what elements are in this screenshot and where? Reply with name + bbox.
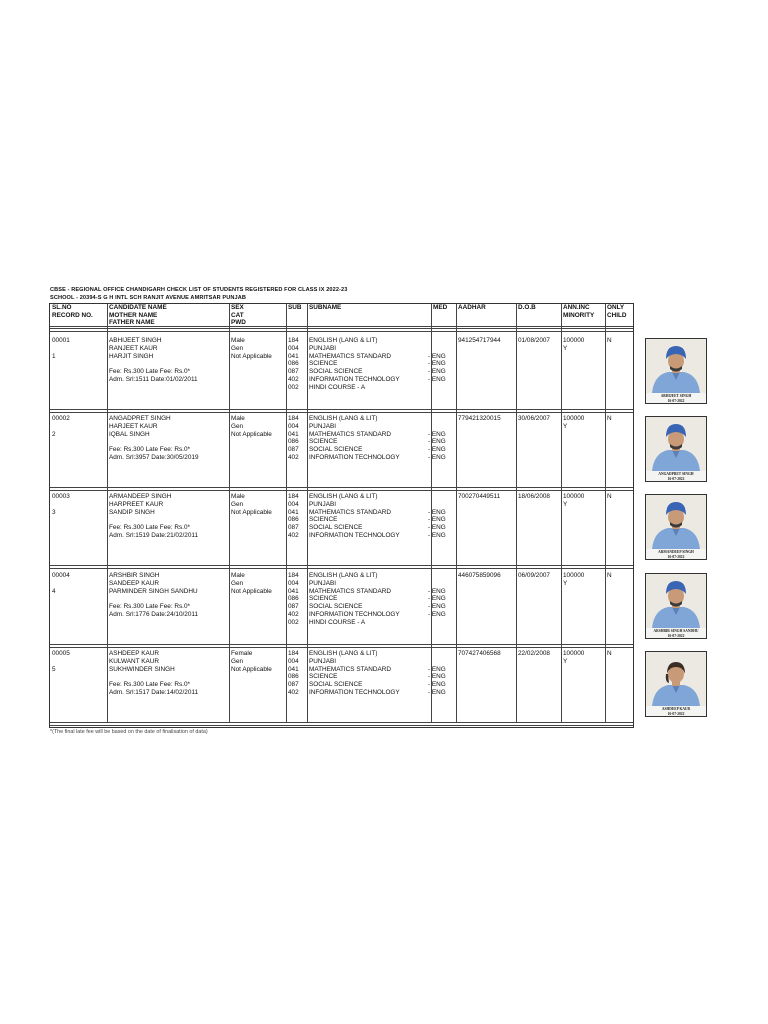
pwd: Not Applicable (231, 430, 272, 438)
subject-name: MATHEMATICS STANDARD (309, 587, 392, 595)
fee-info: Fee: Rs.300 Late Fee: Rs.0* (109, 368, 190, 376)
column-header-only: ONLY (607, 304, 625, 311)
mother-name: SANDEEP KAUR (109, 579, 159, 587)
photo-caption: 16-07-2022 (667, 398, 685, 403)
record-no: 1 (52, 352, 56, 360)
student-photo (645, 651, 707, 717)
pwd: Not Applicable (231, 508, 272, 516)
subject-code: 086 (288, 360, 299, 368)
column-rule (516, 304, 517, 722)
sex: Male (231, 415, 245, 422)
subject-name: PUNJABI (309, 657, 336, 665)
subject-code: 087 (288, 603, 299, 611)
subject-code: 004 (288, 657, 299, 665)
subject-name: ENGLISH (LANG & LIT) (309, 493, 378, 500)
row-rule (50, 409, 633, 410)
subject-code: 087 (288, 446, 299, 454)
row-rule (50, 722, 633, 723)
column-header-slno: SL.NO (52, 304, 72, 311)
only-child: N (607, 415, 612, 422)
row-rule (50, 490, 633, 491)
row-rule (50, 565, 633, 566)
only-child: N (607, 493, 612, 500)
row-rule (50, 328, 633, 329)
dob: 30/06/2007 (518, 415, 550, 422)
category: Gen (231, 579, 244, 587)
sex: Male (231, 493, 245, 500)
medium: - ENG (428, 681, 446, 689)
subject-code: 184 (288, 572, 299, 579)
subject-name: INFORMATION TECHNOLOGY (309, 454, 400, 461)
medium: - ENG (428, 673, 446, 681)
column-rule (561, 304, 562, 722)
subject-name: INFORMATION TECHNOLOGY (309, 611, 400, 618)
medium: - ENG (428, 454, 446, 461)
subject-name: INFORMATION TECHNOLOGY (309, 532, 400, 539)
subject-name: SOCIAL SCIENCE (309, 368, 363, 376)
subject-code: 004 (288, 344, 299, 352)
row-rule (50, 487, 633, 488)
father-name: HARJIT SINGH (109, 352, 154, 360)
fee-info: Fee: Rs.300 Late Fee: Rs.0* (109, 524, 190, 532)
row-rule (50, 331, 633, 332)
subject-code: 004 (288, 422, 299, 430)
minority: Y (563, 657, 568, 665)
medium: - ENG (428, 524, 446, 532)
dob: 01/08/2007 (518, 337, 550, 344)
medium: - ENG (428, 376, 446, 383)
medium: - ENG (428, 446, 446, 454)
subject-code: 087 (288, 681, 299, 689)
registration-table (49, 303, 699, 728)
subject-name: PUNJABI (309, 500, 336, 508)
slno: 00005 (52, 650, 70, 657)
photo-caption: 16-07-2022 (667, 711, 685, 716)
photo-caption: ASHDEEP KAUR (661, 707, 691, 711)
annual-income: 100000 (563, 572, 585, 579)
row-rule (50, 412, 633, 413)
medium: - ENG (428, 603, 446, 611)
pwd: Not Applicable (231, 587, 272, 595)
admission-info: Adm. Srl:1517 Date:14/02/2011 (109, 689, 199, 696)
category: Gen (231, 422, 244, 430)
subject-name: HINDI COURSE - A (309, 383, 366, 391)
subject-name: SOCIAL SCIENCE (309, 603, 363, 611)
subject-code: 402 (288, 532, 299, 539)
sex: Female (231, 650, 253, 657)
medium: - ENG (428, 689, 446, 696)
admission-info: Adm. Srl:1511 Date:01/02/2011 (109, 376, 198, 383)
medium: - ENG (428, 508, 446, 516)
medium: - ENG (428, 438, 446, 446)
record-no: 2 (52, 430, 56, 438)
subject-code: 087 (288, 524, 299, 532)
medium: - ENG (428, 595, 446, 603)
subject-name: HINDI COURSE - A (309, 618, 366, 626)
subject-name: SCIENCE (309, 673, 338, 681)
medium: - ENG (428, 587, 446, 595)
row-rule (50, 568, 633, 569)
mother-name: HARJEET KAUR (109, 422, 158, 430)
father-name: SANDIP SINGH (109, 508, 155, 516)
minority: Y (563, 344, 568, 352)
annual-income: 100000 (563, 415, 585, 422)
subject-code: 086 (288, 438, 299, 446)
annual-income: 100000 (563, 493, 585, 500)
aadhar: 446075859096 (458, 572, 501, 579)
candidate-name: ABHIJEET SINGH (109, 337, 162, 344)
subject-name: MATHEMATICS STANDARD (309, 430, 392, 438)
subject-name: SOCIAL SCIENCE (309, 446, 363, 454)
only-child: N (607, 337, 612, 344)
subject-code: 041 (288, 665, 299, 673)
record-no: 4 (52, 587, 56, 595)
minority: Y (563, 500, 568, 508)
mother-name: RANJEET KAUR (109, 344, 158, 352)
aadhar: 779421320015 (458, 415, 501, 422)
pwd: Not Applicable (231, 352, 272, 360)
photo-caption: 16-07-2022 (667, 633, 685, 638)
annual-income: 100000 (563, 650, 585, 657)
father-name: PARMINDER SINGH SANDHU (109, 587, 198, 595)
father-name: IQBAL SINGH (109, 430, 150, 438)
student-photo (645, 338, 707, 404)
column-rule (286, 304, 287, 722)
subject-code: 086 (288, 595, 299, 603)
student-photo (645, 416, 707, 482)
fee-info: Fee: Rs.300 Late Fee: Rs.0* (109, 681, 190, 689)
portrait-image (646, 339, 706, 393)
column-header-subname: SUBNAME (309, 304, 342, 311)
aadhar: 707427406568 (458, 650, 501, 657)
slno: 00002 (52, 415, 70, 422)
column-header-candidate: MOTHER NAME (109, 311, 158, 319)
medium: - ENG (428, 368, 446, 376)
slno: 00004 (52, 572, 70, 579)
photo-caption: 16-07-2022 (667, 554, 685, 559)
medium: - ENG (428, 532, 446, 539)
admission-info: Adm. Srl:3957 Date:30/05/2019 (109, 454, 199, 461)
column-header-sub: SUB (288, 304, 302, 311)
subject-name: ENGLISH (LANG & LIT) (309, 337, 378, 344)
subject-code: 002 (288, 618, 299, 626)
subject-name: MATHEMATICS STANDARD (309, 508, 392, 516)
photo-caption: 16-07-2022 (667, 476, 685, 481)
subject-code: 041 (288, 587, 299, 595)
subject-name: SCIENCE (309, 595, 338, 603)
only-child: N (607, 650, 612, 657)
header-school: SCHOOL - 20394-S G H INTL SCH RANJIT AVENUE AMRITSAR PUNJAB (50, 295, 247, 301)
photo-caption: ABHIJEET SINGH (660, 394, 692, 398)
column-header-ann: ANN.INC (563, 304, 590, 311)
header-title: CBSE - REGIONAL OFFICE CHANDIGARH CHECK LIST OF STUDENTS REGISTERED FOR CLASS IX 2022-23 (50, 287, 348, 293)
subject-name: ENGLISH (LANG & LIT) (309, 415, 378, 422)
photo-caption: ARSHBIR SINGH SANDHU (653, 629, 699, 633)
dob: 18/06/2008 (518, 493, 550, 500)
medium: - ENG (428, 430, 446, 438)
mother-name: KULWANT KAUR (109, 657, 159, 665)
photo-caption: ANGADPRET SINGH (658, 472, 694, 476)
subject-name: INFORMATION TECHNOLOGY (309, 376, 400, 383)
column-header-slno: RECORD NO. (52, 311, 93, 319)
subject-name: SCIENCE (309, 360, 338, 368)
subject-code: 004 (288, 500, 299, 508)
fee-info: Fee: Rs.300 Late Fee: Rs.0* (109, 603, 190, 611)
subject-code: 087 (288, 368, 299, 376)
column-header-med: MED (433, 304, 448, 311)
mother-name: HARPREET KAUR (109, 500, 164, 508)
subject-code: 041 (288, 508, 299, 516)
portrait-image (646, 574, 706, 628)
dob: 22/02/2008 (518, 650, 550, 657)
candidate-name: ASHDEEP KAUR (109, 650, 159, 657)
subject-code: 184 (288, 337, 299, 344)
column-header-dob: D.O.B (518, 304, 536, 311)
subject-name: PUNJABI (309, 422, 336, 430)
column-rule (229, 304, 230, 722)
admission-info: Adm. Srl:1519 Date:21/02/2011 (109, 532, 199, 539)
subject-code: 184 (288, 650, 299, 657)
column-header-sex: PWD (231, 319, 246, 326)
subject-name: SOCIAL SCIENCE (309, 681, 363, 689)
column-header-aadhar: AADHAR (458, 304, 486, 311)
candidate-name: ARMANDEEP SINGH (109, 493, 172, 500)
category: Gen (231, 500, 244, 508)
subject-name: INFORMATION TECHNOLOGY (309, 689, 400, 696)
pwd: Not Applicable (231, 665, 272, 673)
aadhar: 700270449511 (458, 493, 501, 500)
admission-info: Adm. Srl:1776 Date:24/10/2011 (109, 611, 199, 618)
subject-name: PUNJABI (309, 579, 336, 587)
column-rule (605, 304, 606, 722)
subject-name: ENGLISH (LANG & LIT) (309, 650, 378, 657)
row-rule (50, 644, 633, 645)
student-photo (645, 494, 707, 560)
slno: 00003 (52, 493, 70, 500)
column-header-sex: SEX (231, 304, 244, 311)
subject-code: 402 (288, 689, 299, 696)
candidate-name: ARSHBIR SINGH (109, 572, 160, 579)
medium: - ENG (428, 611, 446, 618)
photo-caption: ARMANDEEP SINGH (658, 550, 694, 554)
annual-income: 100000 (563, 337, 585, 344)
portrait-image (646, 417, 706, 471)
portrait-image (646, 652, 706, 706)
column-header-sex: CAT (231, 311, 244, 319)
footnote: *(The final late fee will be based on the date of finalisation of data) (50, 729, 208, 735)
minority: Y (563, 579, 568, 587)
portrait-image (646, 495, 706, 549)
sex: Male (231, 337, 245, 344)
minority: Y (563, 422, 568, 430)
category: Gen (231, 657, 244, 665)
subject-code: 002 (288, 383, 299, 391)
subject-code: 041 (288, 430, 299, 438)
category: Gen (231, 344, 244, 352)
column-rule (107, 304, 108, 722)
fee-info: Fee: Rs.300 Late Fee: Rs.0* (109, 446, 190, 454)
row-rule (50, 725, 633, 726)
column-header-candidate: CANDIDATE NAME (109, 304, 167, 311)
subject-code: 184 (288, 493, 299, 500)
subject-code: 402 (288, 376, 299, 383)
subject-name: SOCIAL SCIENCE (309, 524, 363, 532)
subject-name: ENGLISH (LANG & LIT) (309, 572, 378, 579)
sex: Male (231, 572, 245, 579)
medium: - ENG (428, 352, 446, 360)
row-rule (50, 647, 633, 648)
student-photo (645, 573, 707, 639)
slno: 00001 (52, 337, 70, 344)
aadhar: 941254717944 (458, 337, 501, 344)
subject-name: MATHEMATICS STANDARD (309, 665, 392, 673)
father-name: SUKHWINDER SINGH (109, 665, 175, 673)
subject-code: 004 (288, 579, 299, 587)
column-header-only: CHILD (607, 311, 627, 319)
subject-code: 086 (288, 673, 299, 681)
subject-code: 402 (288, 454, 299, 461)
medium: - ENG (428, 360, 446, 368)
record-no: 3 (52, 508, 56, 516)
column-rule (456, 304, 457, 722)
subject-code: 041 (288, 352, 299, 360)
dob: 06/09/2007 (518, 572, 550, 579)
subject-name: MATHEMATICS STANDARD (309, 352, 392, 360)
column-header-ann: MINORITY (563, 311, 595, 319)
column-header-candidate: FATHER NAME (109, 319, 155, 326)
medium: - ENG (428, 516, 446, 524)
subject-name: SCIENCE (309, 438, 338, 446)
subject-code: 184 (288, 415, 299, 422)
subject-code: 086 (288, 516, 299, 524)
subject-name: PUNJABI (309, 344, 336, 352)
candidate-name: ANGADPRET SINGH (109, 415, 171, 422)
record-no: 5 (52, 665, 56, 673)
subject-name: SCIENCE (309, 516, 338, 524)
subject-code: 402 (288, 611, 299, 618)
column-rule (307, 304, 308, 722)
only-child: N (607, 572, 612, 579)
medium: - ENG (428, 665, 446, 673)
